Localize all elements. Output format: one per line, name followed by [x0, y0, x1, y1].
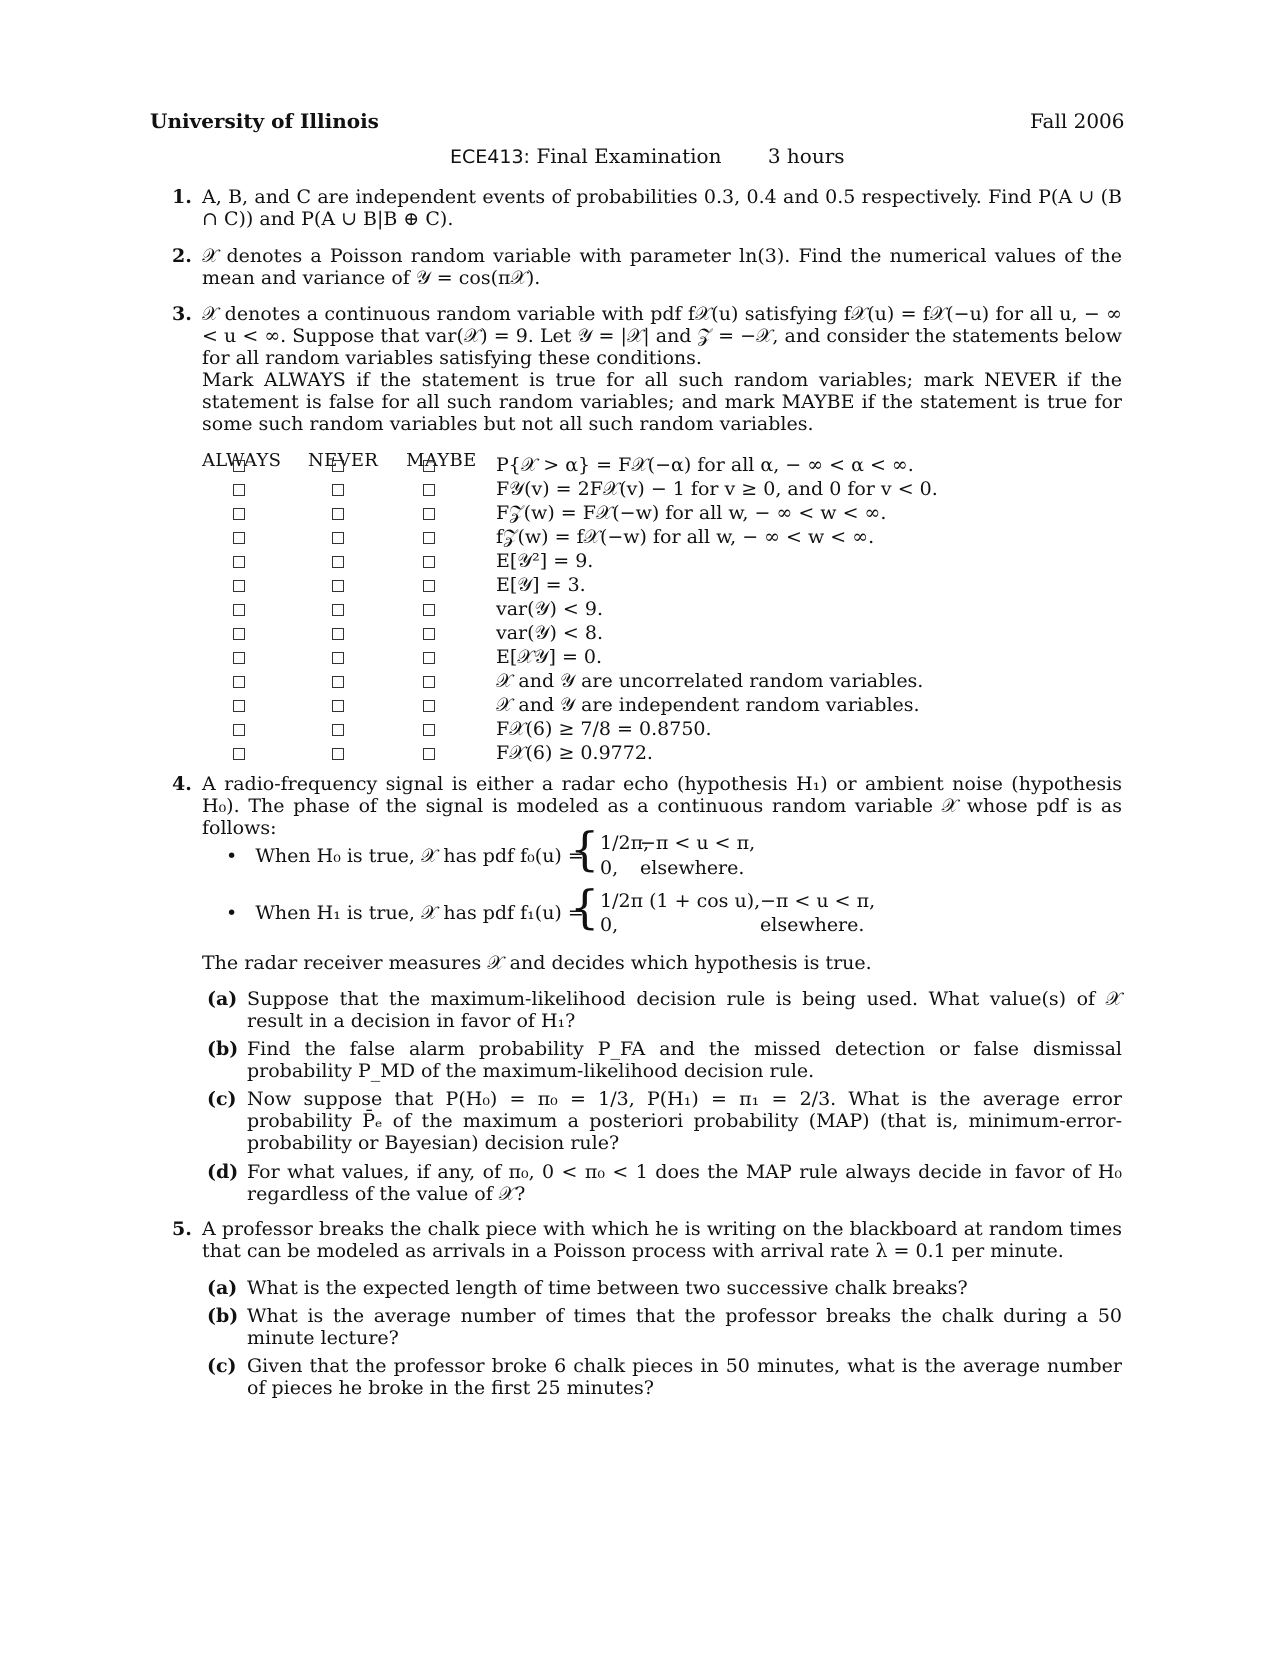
question-text: A, B, and C are independent events of probabilities 0.3, 0.4 and 0.5 respectively. Find P(A ∪ (B ∩ C)) and P(A ∪ B|B ⊕ C).: [202, 186, 1122, 230]
part-text: Suppose that the maximum-likelihood decision rule is being used. What value(s) of 𝒳 result in a decision in favor of H₁?: [247, 988, 1122, 1032]
never-checkbox[interactable]: [332, 628, 344, 640]
column-never: NEVER: [308, 450, 379, 471]
question-number: 4.: [172, 773, 192, 795]
part-label: (c): [207, 1088, 237, 1110]
statement-text: E[𝒳𝒴] = 0.: [496, 646, 603, 668]
question-number: 3.: [172, 303, 192, 325]
never-checkbox[interactable]: [332, 724, 344, 736]
university-name: University of Illinois: [150, 109, 379, 133]
always-checkbox[interactable]: [233, 652, 245, 664]
always-checkbox[interactable]: [233, 748, 245, 760]
always-checkbox[interactable]: [233, 604, 245, 616]
never-checkbox[interactable]: [332, 508, 344, 520]
maybe-checkbox[interactable]: [423, 748, 435, 760]
h1-case-value: 0,: [600, 914, 619, 936]
maybe-checkbox[interactable]: [423, 676, 435, 688]
part-text: For what values, if any, of π₀, 0 < π₀ < 1 does the MAP rule always decide in favor of H₀ regardless of the value of 𝒳?: [247, 1161, 1122, 1205]
always-checkbox[interactable]: [233, 484, 245, 496]
never-checkbox[interactable]: [332, 748, 344, 760]
question-text: A radio-frequency signal is either a radar echo (hypothesis H₁) or ambient noise (hypothesis H₀). The phase of the signal is modeled as a continuous random variable 𝒳 whose pdf is as follows:: [202, 773, 1122, 839]
part-text: Find the false alarm probability P_FA and the missed detection or false dismissal probability P_MD of the maximum-likelihood decision rule.: [247, 1038, 1122, 1082]
statement-row: [0, 502, 1280, 526]
statement-text: var(𝒴) < 9.: [496, 598, 603, 620]
always-checkbox[interactable]: [233, 556, 245, 568]
column-maybe: MAYBE: [406, 450, 477, 471]
question-4: [172, 773, 1122, 839]
part-label: (c): [207, 1355, 237, 1377]
marking-instructions: Mark ALWAYS if the statement is true for all such random variables; mark NEVER if the statement is false for all such random variables; and mark MAYBE if the statement is true for some such random variables but not all such random variables.: [202, 369, 1122, 435]
statement-text: 𝒳 and 𝒴 are independent random variables.: [496, 694, 920, 716]
statement-row: [0, 574, 1280, 598]
statement-text: E[𝒴²] = 9.: [496, 550, 594, 572]
always-checkbox[interactable]: [233, 700, 245, 712]
never-checkbox[interactable]: [332, 484, 344, 496]
part-text: Given that the professor broke 6 chalk pieces in 50 minutes, what is the average number of pieces he broke in the first 25 minutes?: [247, 1355, 1122, 1399]
statement-row: [0, 550, 1280, 574]
maybe-checkbox[interactable]: [423, 556, 435, 568]
always-checkbox[interactable]: [233, 628, 245, 640]
question-text: 𝒳 denotes a Poisson random variable with parameter ln(3). Find the numerical values of the mean and variance of 𝒴 = cos(π𝒳).: [202, 245, 1122, 289]
maybe-checkbox[interactable]: [423, 460, 435, 472]
statement-row: [0, 478, 1280, 502]
statement-row: [0, 718, 1280, 742]
exam-name: Final Examination: [536, 144, 722, 168]
never-checkbox[interactable]: [332, 556, 344, 568]
column-always: ALWAYS: [202, 450, 282, 471]
part-label: (a): [207, 1277, 238, 1299]
statement-text: P{𝒳 > α} = F𝒳(−α) for all α, − ∞ < α < ∞.: [496, 454, 914, 476]
q4-part-b: [207, 1038, 1122, 1082]
statement-text: var(𝒴) < 8.: [496, 622, 603, 644]
never-checkbox[interactable]: [332, 700, 344, 712]
left-brace-icon: {: [570, 822, 600, 876]
statement-row: [0, 622, 1280, 646]
q4-part-c: [207, 1088, 1122, 1154]
maybe-checkbox[interactable]: [423, 580, 435, 592]
exam-duration: 3 hours: [767, 144, 845, 168]
statement-text: E[𝒴] = 3.: [496, 574, 586, 596]
never-checkbox[interactable]: [332, 532, 344, 544]
h0-case-value: 0,: [600, 857, 619, 879]
statement-text: F𝒳(6) ≥ 0.9772.: [496, 742, 653, 764]
maybe-checkbox[interactable]: [423, 604, 435, 616]
statement-row: [0, 694, 1280, 718]
part-label: (b): [207, 1038, 239, 1060]
q4-part-a: [207, 988, 1122, 1032]
question-number: 1.: [172, 186, 192, 208]
question-5: [172, 1218, 1122, 1262]
part-label: (d): [207, 1161, 239, 1183]
q5-part-a: [207, 1277, 1122, 1299]
statement-row: [0, 454, 1280, 478]
question-text: 𝒳 denotes a continuous random variable with pdf f𝒳(u) satisfying f𝒳(u) = f𝒳(−u) for all u, − ∞ < u < ∞. Suppose that var(𝒳) = 9. Let 𝒴 = |𝒳| and 𝒵 = −𝒳, and consider the statements below for all random variables satisfying these conditions.: [202, 303, 1122, 369]
never-checkbox[interactable]: [332, 652, 344, 664]
question-3: [172, 303, 1122, 435]
h1-case-condition: elsewhere.: [760, 914, 865, 936]
q4-part-d: [207, 1161, 1122, 1205]
exam-term: Fall 2006: [1030, 109, 1125, 133]
always-checkbox[interactable]: [233, 508, 245, 520]
maybe-checkbox[interactable]: [423, 724, 435, 736]
h0-case-condition: −π < u < π,: [640, 832, 756, 854]
statement-text: F𝒳(6) ≥ 7/8 = 0.8750.: [496, 718, 712, 740]
maybe-checkbox[interactable]: [423, 508, 435, 520]
h0-case-condition: elsewhere.: [640, 857, 745, 879]
maybe-checkbox[interactable]: [423, 700, 435, 712]
never-checkbox[interactable]: [332, 460, 344, 472]
h1-pdf-bullet: [226, 902, 584, 924]
maybe-checkbox[interactable]: [423, 532, 435, 544]
bullet-icon: •: [226, 845, 250, 867]
part-text: Now suppose that P(H₀) = π₀ = 1/3, P(H₁) = π₁ = 2/3. What is the average error probability P̄ₑ of the maximum a posteriori probability (MAP) (that is, minimum-error-probability or Bayesian) decision rule?: [247, 1088, 1122, 1154]
always-checkbox[interactable]: [233, 532, 245, 544]
never-checkbox[interactable]: [332, 604, 344, 616]
question-1: [172, 186, 1122, 230]
part-text: What is the expected length of time between two successive chalk breaks?: [247, 1277, 968, 1299]
never-checkbox[interactable]: [332, 580, 344, 592]
h0-pdf-bullet: [226, 845, 584, 867]
question-text: A professor breaks the chalk piece with which he is writing on the blackboard at random times that can be modeled as arrivals in a Poisson process with arrival rate λ = 0.1 per minute.: [202, 1218, 1122, 1262]
never-checkbox[interactable]: [332, 676, 344, 688]
maybe-checkbox[interactable]: [423, 652, 435, 664]
h1-case-value: 1/2π (1 + cos u),: [600, 890, 761, 912]
course-code: ECE413:: [450, 146, 530, 168]
always-checkbox[interactable]: [233, 580, 245, 592]
statement-text: F𝒵(w) = F𝒳(−w) for all w, − ∞ < w < ∞.: [496, 502, 887, 524]
part-text: What is the average number of times that the professor breaks the chalk during a 50 minute lecture?: [247, 1305, 1122, 1349]
part-label: (a): [207, 988, 238, 1010]
statement-row: [0, 670, 1280, 694]
statement-text: F𝒴(v) = 2F𝒳(v) − 1 for v ≥ 0, and 0 for v < 0.: [496, 478, 938, 500]
bullet-icon: •: [226, 902, 250, 924]
exam-title: [450, 145, 845, 168]
statement-text: f𝒵(w) = f𝒳(−w) for all w, − ∞ < w < ∞.: [496, 526, 875, 548]
question-number: 2.: [172, 245, 192, 267]
statement-row: [0, 742, 1280, 766]
h1-pdf-lead: When H₁ is true, 𝒳 has pdf f₁(u) =: [255, 902, 584, 924]
part-label: (b): [207, 1305, 239, 1327]
h0-pdf-lead: When H₀ is true, 𝒳 has pdf f₀(u) =: [255, 845, 584, 867]
h1-case-condition: −π < u < π,: [760, 890, 876, 912]
maybe-checkbox[interactable]: [423, 484, 435, 496]
always-checkbox[interactable]: [233, 724, 245, 736]
statement-row: [0, 598, 1280, 622]
always-checkbox[interactable]: [233, 676, 245, 688]
statement-text: 𝒳 and 𝒴 are uncorrelated random variables.: [496, 670, 924, 692]
maybe-checkbox[interactable]: [423, 628, 435, 640]
q5-part-c: [207, 1355, 1122, 1399]
question-2: [172, 245, 1122, 289]
h0-case-value: 1/2π,: [600, 832, 650, 854]
left-brace-icon: {: [570, 880, 600, 934]
question-number: 5.: [172, 1218, 192, 1240]
q4-after-text: The radar receiver measures 𝒳 and decides which hypothesis is true.: [202, 952, 872, 974]
always-checkbox[interactable]: [233, 460, 245, 472]
q5-part-b: [207, 1305, 1122, 1349]
statement-row: [0, 526, 1280, 550]
statement-row: [0, 646, 1280, 670]
